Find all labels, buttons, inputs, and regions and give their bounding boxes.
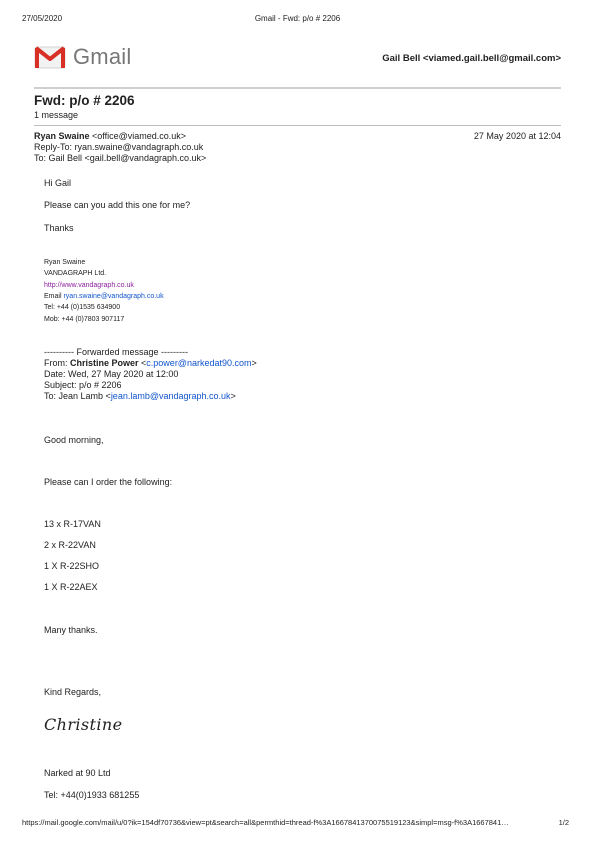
- forwarded-greeting: Good morning,: [44, 435, 104, 445]
- forwarded-company: Narked at 90 Ltd: [44, 768, 111, 778]
- order-item: 13 x R-17VAN: [44, 519, 101, 529]
- message-date: 27 May 2020 at 12:04: [473, 131, 561, 141]
- signature-email: [44, 291, 164, 303]
- signature-email-label: Email: [44, 293, 62, 300]
- forwarded-sender-email-link[interactable]: c.power@narkedat90.com: [146, 358, 252, 368]
- signature-name: Ryan Swaine: [44, 259, 86, 266]
- forwarded-to-email-link[interactable]: jean.lamb@vandagraph.co.uk: [110, 391, 231, 401]
- forwarded-to-label: To: Jean Lamb: [44, 391, 104, 401]
- forwarded-subject: Subject: p/o # 2206: [44, 380, 122, 390]
- message-to: To: Gail Bell <gail.bell@vandagraph.co.uk>: [34, 153, 207, 163]
- thanks-line: Thanks: [44, 223, 74, 233]
- print-page-title: Gmail - Fwd: p/o # 2206: [254, 14, 341, 23]
- header-divider: [34, 87, 561, 89]
- body-line: Please can you add this one for me?: [44, 200, 191, 210]
- forwarded-tel: Tel: +44(0)1933 681255: [44, 790, 140, 800]
- forwarded-regards: Kind Regards,: [44, 687, 102, 697]
- gmail-logo: [34, 44, 131, 70]
- forwarded-separator: ---------- Forwarded message ---------: [44, 347, 188, 357]
- order-item: 1 X R-22AEX: [44, 582, 98, 592]
- print-page-number: 1/2: [558, 818, 569, 827]
- sender-email: <office@viamed.co.uk>: [92, 131, 187, 141]
- forwarded-request: Please can I order the following:: [44, 477, 173, 487]
- forwarded-date: Date: Wed, 27 May 2020 at 12:00: [44, 369, 179, 379]
- thread-subject: Fwd: p/o # 2206: [34, 93, 135, 108]
- order-item: 1 X R-22SHO: [44, 561, 100, 571]
- gmail-wordmark: Gmail: [73, 44, 132, 69]
- reply-to: Reply-To: ryan.swaine@vandagraph.co.uk: [34, 142, 204, 152]
- account-identity: Gail Bell <viamed.gail.bell@gmail.com>: [382, 53, 561, 64]
- order-item: 2 x R-22VAN: [44, 540, 96, 550]
- forwarded-sender-name: Christine Power: [70, 358, 139, 368]
- signature-tel: Tel: +44 (0)1535 634900: [44, 304, 121, 311]
- message-from: [34, 131, 186, 142]
- sender-name: Ryan Swaine: [34, 131, 90, 141]
- print-date: 27/05/2020: [22, 14, 63, 23]
- handwritten-signature: Christine: [44, 715, 123, 734]
- message-count: 1 message: [34, 110, 79, 120]
- forwarded-from: From: Christine Power <c.power@narkedat90.com>: [44, 358, 257, 368]
- forwarded-to: To: Jean Lamb <jean.lamb@vandagraph.co.uk>: [44, 391, 236, 401]
- signature-website-link[interactable]: http://www.vandagraph.co.uk: [44, 282, 134, 289]
- signature-email-link[interactable]: ryan.swaine@vandagraph.co.uk: [63, 293, 164, 300]
- print-footer-url: https://mail.google.com/mail/u/0?ik=154df70736&view=pt&search=all&permthid=thread-f%3A1667841370075519123&simpl=msg-f%3A1667841…: [22, 818, 509, 827]
- forwarded-from-label: From:: [44, 358, 68, 368]
- signature-company: VANDAGRAPH Ltd.: [44, 270, 107, 277]
- greeting: Hi Gail: [44, 178, 72, 188]
- gmail-envelope-icon: [34, 45, 66, 69]
- signature-mob: Mob: +44 (0)7803 907117: [44, 316, 125, 323]
- thread-divider: [34, 125, 561, 126]
- forwarded-thanks: Many thanks.: [44, 625, 98, 635]
